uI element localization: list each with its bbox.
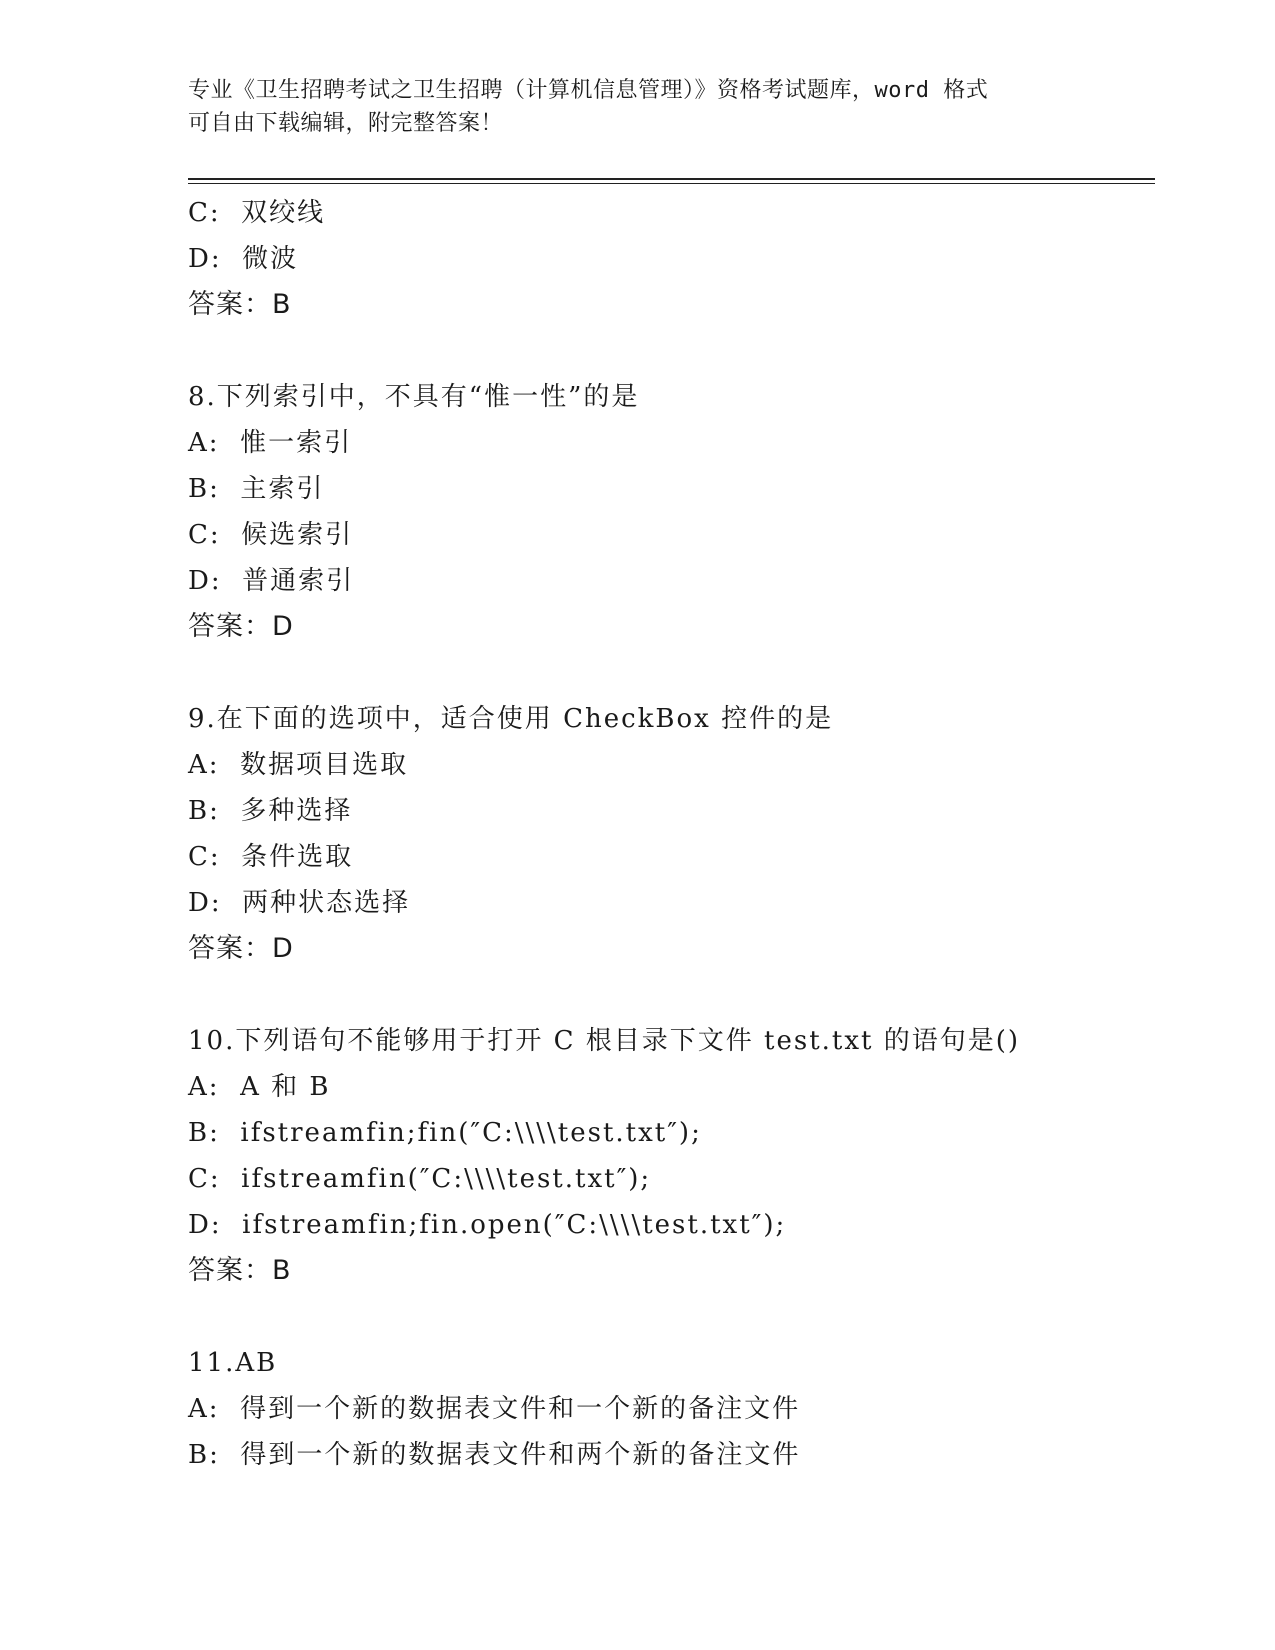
header-divider-thick <box>188 178 1155 180</box>
question-title: 10.下列语句不能够用于打开 C 根目录下文件 test.txt 的语句是() <box>188 1026 1021 1056</box>
question-10 <box>188 1018 1148 1294</box>
option-c: C: ifstreamfin(″C:\\\\test.txt″); <box>188 1164 652 1194</box>
option-b: B: 多种选择 <box>188 796 353 826</box>
option-c: C: 候选索引 <box>188 520 354 550</box>
question-list <box>188 190 1148 1478</box>
question-title: 11.AB <box>188 1348 278 1378</box>
option-c: C: 双绞线 <box>188 198 326 228</box>
header-line-2: 可自由下载编辑，附完整答案！ <box>188 111 504 136</box>
document-header <box>188 74 1088 140</box>
option-d: D: 两种状态选择 <box>188 888 411 918</box>
option-a: A: 数据项目选取 <box>188 750 409 780</box>
option-d: D: ifstreamfin;fin.open(″C:\\\\test.txt″); <box>188 1210 787 1240</box>
option-a: A: A 和 B <box>188 1072 331 1102</box>
question-9 <box>188 696 1148 972</box>
question-7 <box>188 190 1148 328</box>
spacer <box>188 972 1148 1018</box>
header-line-1: 专业《卫生招聘考试之卫生招聘（计算机信息管理）》资格考试题库，word 格式 <box>188 78 989 103</box>
spacer <box>188 1294 1148 1340</box>
question-title: 9.在下面的选项中，适合使用 CheckBox 控件的是 <box>188 704 834 734</box>
option-b: B: ifstreamfin;fin(″C:\\\\test.txt″); <box>188 1118 702 1148</box>
spacer <box>188 650 1148 696</box>
question-11 <box>188 1340 1148 1478</box>
option-a: A: 得到一个新的数据表文件和一个新的备注文件 <box>188 1394 801 1424</box>
option-a: A: 惟一索引 <box>188 428 353 458</box>
option-b: B: 得到一个新的数据表文件和两个新的备注文件 <box>188 1440 801 1470</box>
option-b: B: 主索引 <box>188 474 325 504</box>
option-d: D: 微波 <box>188 244 299 274</box>
answer-label: 答案：D <box>188 933 294 964</box>
question-8 <box>188 374 1148 650</box>
spacer <box>188 328 1148 374</box>
option-d: D: 普通索引 <box>188 566 355 596</box>
header-divider-thin <box>188 183 1155 184</box>
answer-label: 答案：B <box>188 289 292 320</box>
question-title: 8.下列索引中，不具有“惟一性”的是 <box>188 382 640 412</box>
answer-label: 答案：B <box>188 1255 292 1286</box>
answer-label: 答案：D <box>188 611 294 642</box>
option-c: C: 条件选取 <box>188 842 354 872</box>
